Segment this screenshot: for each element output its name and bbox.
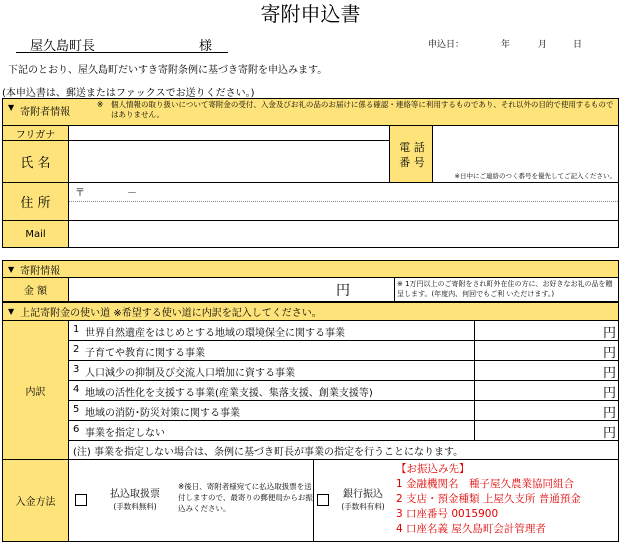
- amount-field[interactable]: [69, 278, 395, 301]
- usage-item-row: [69, 401, 618, 421]
- bank-line-4: 4 口座名義 屋久島町会計管理者: [396, 522, 546, 535]
- option-postal-title: 払込取扱票: [110, 489, 160, 500]
- usage-item-amount-field[interactable]: [474, 321, 618, 340]
- usage-item-label: 子育てや教育に関する事業: [85, 348, 205, 359]
- usage-item-amount-field[interactable]: [474, 381, 618, 400]
- breakdown-label: 内訳: [3, 321, 69, 460]
- name-field[interactable]: [69, 141, 389, 183]
- addressee: 屋久島町長: [30, 39, 96, 54]
- address-field-line2[interactable]: [69, 202, 618, 221]
- intro-text: 下記のとおり、屋久島町だいすき寄附条例に基づき寄附を申込みます。: [8, 65, 328, 76]
- bank-transfer-checkbox[interactable]: [317, 494, 329, 509]
- page-title: 寄附申込書: [260, 1, 361, 26]
- honorific: 様: [199, 39, 213, 54]
- mail-field[interactable]: [69, 221, 618, 247]
- usage-item-number: 3: [73, 364, 80, 375]
- usage-item-label: 地域の消防･防災対策に関する事業: [85, 408, 240, 419]
- name-label: 氏 名: [3, 141, 69, 183]
- usage-item-yen: 円: [602, 426, 616, 441]
- usage-item-amount-field[interactable]: [474, 401, 618, 420]
- usage-note: (注) 事業を指定しない場合は、条例に基づき町長が事業の指定を行うことになります。: [69, 441, 618, 460]
- usage-item-yen: 円: [602, 326, 616, 341]
- day-label: 日: [573, 40, 583, 50]
- donation-header: [3, 261, 618, 278]
- bank-line-2: 2 支店・預金種類 上屋久支所 普通預金: [396, 492, 581, 505]
- usage-item-label: 世界自然遺産をはじめとする地域の環境保全に関する事業: [85, 328, 345, 339]
- submit-note: (本申込書は、郵送またはファックスでお送りください。): [2, 88, 255, 99]
- usage-item-row: [69, 341, 618, 361]
- month-label: 月: [538, 40, 548, 50]
- phone-field[interactable]: [433, 126, 618, 183]
- addressee-line: [16, 33, 228, 53]
- privacy-note: 個人情報の取り扱いについて寄附金の受付、入金及びお礼の品のお届けに係る確認・連絡等に利用するものであり、それ以外の目的で使用するものではありません。: [111, 100, 614, 120]
- phone-label-cell: [389, 126, 433, 183]
- address-field-line1[interactable]: [69, 183, 618, 202]
- usage-item-row: [69, 321, 618, 341]
- usage-item-yen: 円: [602, 406, 616, 421]
- amount-yen: 円: [336, 283, 350, 299]
- amount-label: 金 額: [3, 278, 69, 301]
- bank-line-3: 3 口座番号 0015900: [396, 507, 499, 520]
- usage-item-yen: 円: [602, 346, 616, 361]
- usage-item-row: [69, 381, 618, 401]
- furigana-field[interactable]: [69, 126, 389, 141]
- usage-item-number: 5: [73, 404, 80, 415]
- usage-item-amount-field[interactable]: [474, 341, 618, 360]
- date-label: 申込日：: [428, 40, 465, 50]
- triangle-down-icon: ▼: [8, 264, 15, 274]
- usage-item-row: [69, 361, 618, 381]
- usage-item-number: 6: [73, 424, 80, 435]
- address-label: 住 所: [3, 183, 69, 221]
- option-bank: [334, 488, 392, 512]
- postal-dash: －: [127, 188, 137, 199]
- postal-transfer-checkbox[interactable]: [75, 494, 87, 509]
- amount-note: ※ 1万円以上のご寄附をされ町外在住の方に、お好きなお礼の品を贈呈します。(年度内、何回でもご利 いただけます。): [397, 280, 613, 299]
- privacy-note-cell: [89, 99, 618, 126]
- usage-item-label: 事業を指定しない: [85, 428, 165, 439]
- triangle-down-icon: ▼: [8, 103, 15, 112]
- privacy-mark: ※: [97, 100, 104, 109]
- usage-item-number: 1: [73, 324, 80, 335]
- donor-header: [3, 99, 89, 126]
- usage-item-label: 人口減少の抑制及び交流人口増加に資する事業: [85, 368, 295, 379]
- usage-section-label: 上記寄附金の使い道 ※希望する使い道に内訳を記入してください。: [20, 308, 322, 319]
- mail-label: Mail: [3, 221, 69, 247]
- phone-label-2: 番 号: [399, 156, 425, 169]
- donor-section-label: 寄附者情報: [20, 107, 71, 118]
- bank-title: 【お振込み先】: [396, 463, 470, 475]
- usage-item-amount-field[interactable]: [474, 361, 618, 380]
- bank-line-1: 1 金融機関名 種子屋久農業協同組合: [396, 477, 575, 490]
- usage-item-number: 4: [73, 384, 80, 395]
- triangle-down-icon: ▼: [8, 307, 15, 316]
- usage-item-amount-field[interactable]: [474, 421, 618, 440]
- phone-note: ※日中にご連絡のつく番号を優先してご記入ください。: [454, 172, 616, 180]
- usage-item-row: [69, 421, 618, 441]
- phone-label-1: 電 話: [399, 141, 425, 154]
- option-postal: [96, 488, 174, 512]
- usage-item-yen: 円: [602, 366, 616, 381]
- usage-item-yen: 円: [602, 386, 616, 401]
- payment-label: 入金方法: [3, 460, 69, 541]
- option-bank-title: 銀行振込: [343, 489, 383, 500]
- donation-section-label: 寄附情報: [20, 265, 61, 277]
- bank-info: [396, 462, 616, 537]
- usage-item-label: 地域の活性化を支援する事業(産業支援、集落支援、創業支援等): [85, 388, 373, 399]
- option-bank-fee: (手数料有料): [341, 502, 385, 511]
- option-postal-fee: (手数料無料): [113, 502, 157, 511]
- usage-item-number: 2: [73, 344, 80, 355]
- furigana-label: フリガナ: [3, 126, 69, 141]
- year-label: 年: [501, 40, 511, 50]
- divider: [313, 460, 314, 541]
- option-postal-note: ※後日、寄附者様宛てに払込取扱票を送付しますので、最寄りの郵便局からお振込みください。: [178, 482, 313, 513]
- usage-header: [3, 303, 618, 321]
- postal-mark: 〒: [75, 188, 85, 199]
